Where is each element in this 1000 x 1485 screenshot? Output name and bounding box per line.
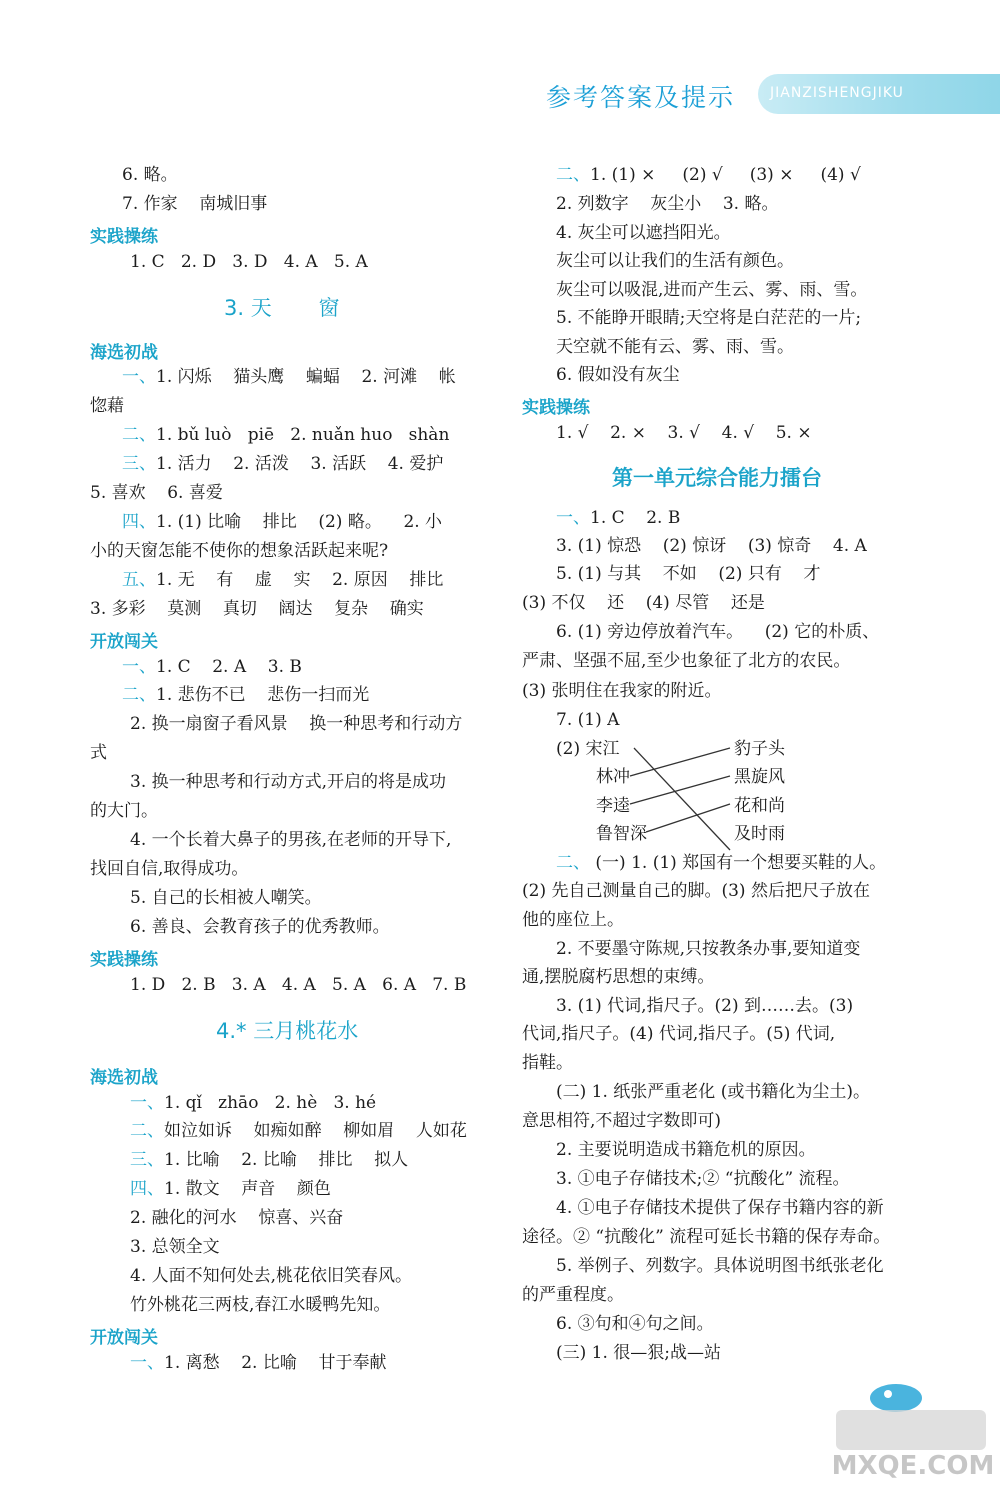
answer-text: 6. ③句和④句之间。 bbox=[556, 1314, 714, 1334]
answer-text: 4. 灰尘可以遮挡阳光。 bbox=[556, 223, 731, 243]
question-marker: 一、 bbox=[130, 1353, 164, 1373]
header-tab bbox=[758, 74, 1000, 114]
answer-text: 2. 换一扇窗子看风景 换一种思考和行动方 bbox=[130, 714, 463, 734]
answer-text: 6. 善良、会教育孩子的优秀教师。 bbox=[130, 917, 390, 937]
answer-line bbox=[90, 598, 424, 620]
answer-text: 黑旋风 bbox=[734, 767, 785, 787]
answer-line bbox=[556, 336, 794, 358]
answer-line bbox=[556, 307, 861, 329]
answer-text: 1. C 2. A 3. B bbox=[156, 657, 302, 677]
answer-line bbox=[130, 1207, 343, 1229]
answer-text: 3. ①电子存储技术;② “抗酸化” 流程。 bbox=[556, 1169, 850, 1189]
answer-text: 灰尘可以吸混,进而产生云、雾、雨、雪。 bbox=[556, 280, 868, 300]
answer-text: 3. (1) 代词,指尺子。(2) 到……去。(3) bbox=[556, 996, 854, 1016]
lesson-title: 3. 天 窗 bbox=[224, 296, 340, 320]
answer-text: (3) 张明住在我家的附近。 bbox=[522, 681, 722, 701]
answer-line bbox=[522, 1110, 721, 1132]
answer-text: 2. 融化的河水 惊喜、兴奋 bbox=[130, 1208, 344, 1228]
answer-text: 7. 作家 南城旧事 bbox=[122, 194, 268, 214]
answer-line bbox=[130, 713, 462, 735]
answer-line bbox=[556, 1081, 870, 1103]
answer-line bbox=[122, 366, 456, 388]
page-header-title: 参考答案及提示 bbox=[546, 83, 736, 112]
answer-text: 通,摆脱腐朽思想的束缚。 bbox=[522, 967, 715, 987]
answer-line bbox=[556, 422, 812, 444]
answer-line bbox=[522, 880, 870, 902]
answer-line bbox=[556, 709, 619, 731]
answer-text: 如泣如诉 如痴如醉 柳如眉 人如花 bbox=[164, 1121, 467, 1141]
answer-text: (3) 不仅 还 (4) 尽管 还是 bbox=[522, 593, 765, 613]
answer-line bbox=[556, 164, 861, 186]
answer-line bbox=[556, 1197, 884, 1219]
question-marker: 一、 bbox=[122, 657, 156, 677]
section-heading: 实践操练 bbox=[90, 227, 158, 247]
answer-text: 天空就不能有云、雾、雨、雪。 bbox=[556, 337, 794, 357]
answer-text: (二) 1. 纸张严重老化 (或书籍化为尘土)。 bbox=[556, 1082, 870, 1102]
answer-text: 3. 换一种思考和行动方式,开启的将是成功 bbox=[130, 772, 447, 792]
answer-text: 及时雨 bbox=[734, 824, 785, 844]
answer-text: 2. 列数字 灰尘小 3. 略。 bbox=[556, 194, 779, 214]
answer-text: 惚藉 bbox=[90, 396, 124, 416]
answer-text: 1. 比喻 2. 比喻 排比 拟人 bbox=[164, 1150, 409, 1170]
question-marker: 一、 bbox=[130, 1093, 164, 1113]
answer-text: 4. 一个长着大鼻子的男孩,在老师的开导下, bbox=[130, 830, 452, 850]
answer-line bbox=[130, 1092, 376, 1114]
answer-line bbox=[556, 250, 794, 272]
answer-text: 指鞋。 bbox=[522, 1053, 573, 1073]
answer-line bbox=[556, 563, 820, 585]
answer-text: 1. C 2. D 3. D 4. A 5. A bbox=[130, 252, 368, 272]
answer-text: 竹外桃花三两枝,春江水暖鸭先知。 bbox=[130, 1295, 391, 1315]
answer-line bbox=[90, 742, 107, 764]
matching-lines bbox=[590, 738, 810, 858]
answer-text: 5. 自己的长相被人嘲笑。 bbox=[130, 888, 322, 908]
answer-text: 意思相符,不超过字数即可) bbox=[522, 1111, 722, 1131]
section-heading: 实践操练 bbox=[90, 950, 158, 970]
answer-line bbox=[556, 364, 680, 386]
answer-text: 2. 不要墨守陈规,只按教条办事,要知道变 bbox=[556, 939, 861, 959]
answer-text: 式 bbox=[90, 743, 107, 763]
answer-line bbox=[556, 535, 867, 557]
section-heading: 海选初战 bbox=[90, 343, 158, 363]
answer-line bbox=[556, 1342, 721, 1364]
answer-text: 林冲 bbox=[596, 767, 630, 787]
answer-text: 5. (1) 与其 不如 (2) 只有 才 bbox=[556, 564, 821, 584]
answer-line bbox=[130, 1352, 386, 1374]
answer-line bbox=[130, 916, 390, 938]
answer-text: (2) 先自己测量自己的脚。(3) 然后把尺子放在 bbox=[522, 881, 870, 901]
question-marker: 二、 bbox=[556, 165, 590, 185]
answer-text: 的大门。 bbox=[90, 801, 158, 821]
answer-line bbox=[130, 1236, 220, 1258]
answer-line bbox=[522, 680, 721, 702]
answer-text: 1. 闪烁 猫头鹰 蝙蝠 2. 河滩 帐 bbox=[156, 367, 456, 387]
answer-text: 5. 举例子、列数字。具体说明图书纸张老化 bbox=[556, 1256, 884, 1276]
answer-line bbox=[122, 569, 443, 591]
answer-text: (一) 1. (1) 郑国有一个想要买鞋的人。 bbox=[590, 853, 887, 873]
answer-text: 他的座位上。 bbox=[522, 910, 624, 930]
answer-text: 6. 假如没有灰尘 bbox=[556, 365, 680, 385]
section-heading: 海选初战 bbox=[90, 1068, 158, 1088]
answer-line bbox=[90, 800, 158, 822]
answer-text: 1. 离愁 2. 比喻 甘于奉献 bbox=[164, 1353, 387, 1373]
watermark-logo bbox=[826, 1374, 1000, 1485]
answer-text: 7. (1) A bbox=[556, 710, 620, 730]
answer-text: 1. bǔ luò piē 2. nuǎn huo shàn bbox=[156, 425, 450, 445]
answer-line bbox=[130, 1294, 390, 1316]
answer-line bbox=[130, 887, 322, 909]
question-marker: 一、 bbox=[556, 508, 590, 528]
question-marker: 五、 bbox=[122, 570, 156, 590]
answer-text: 3. 多彩 莫测 真切 阔达 复杂 确实 bbox=[90, 599, 424, 619]
answer-text: 豹子头 bbox=[734, 739, 785, 759]
answer-text: 1. 散文 声音 颜色 bbox=[164, 1179, 331, 1199]
answer-line bbox=[522, 1023, 835, 1045]
answer-line bbox=[556, 279, 867, 301]
answer-text: (2) 宋江 bbox=[556, 739, 620, 759]
question-marker: 四、 bbox=[130, 1179, 164, 1199]
answer-line bbox=[122, 684, 369, 706]
answer-line bbox=[130, 771, 446, 793]
question-marker: 二、 bbox=[556, 853, 590, 873]
answer-text: 1. qǐ zhāo 2. hè 3. hé bbox=[164, 1093, 377, 1113]
question-marker: 四、 bbox=[122, 512, 156, 532]
answer-line bbox=[522, 1052, 573, 1074]
header-tab-text: JIANZISHENGJIKU bbox=[770, 85, 904, 101]
lesson-title: 4.* 三月桃花水 bbox=[216, 1019, 359, 1043]
answer-text: 1. 悲伤不已 悲伤一扫而光 bbox=[156, 685, 370, 705]
match-line-luzhishen bbox=[646, 804, 730, 832]
answer-line bbox=[556, 938, 860, 960]
answer-line bbox=[122, 193, 267, 215]
answer-line bbox=[130, 251, 368, 273]
answer-line bbox=[556, 193, 778, 215]
answer-line bbox=[556, 995, 853, 1017]
answer-text: 5. 不能睁开眼睛;天空将是白茫茫的一片; bbox=[556, 308, 862, 328]
answer-line bbox=[522, 966, 714, 988]
question-marker: 三、 bbox=[122, 454, 156, 474]
answer-text: 1. (1) × (2) √ (3) × (4) √ bbox=[590, 165, 861, 185]
answer-text: 1. 无 有 虚 实 2. 原因 排比 bbox=[156, 570, 444, 590]
answer-line bbox=[130, 829, 451, 851]
question-marker: 二、 bbox=[122, 425, 156, 445]
answer-line bbox=[122, 656, 302, 678]
section-heading: 开放闯关 bbox=[90, 632, 158, 652]
answer-line bbox=[122, 511, 442, 533]
answer-text: 4. 人面不知何处去,桃花依旧笑春风。 bbox=[130, 1266, 413, 1286]
answer-line bbox=[130, 1149, 408, 1171]
answer-line bbox=[556, 222, 731, 244]
answer-text: 花和尚 bbox=[734, 796, 785, 816]
answer-text: 2. 主要说明造成书籍危机的原因。 bbox=[556, 1140, 816, 1160]
answer-line bbox=[90, 395, 124, 417]
answer-text: 代词,指尺子。(4) 代词,指尺子。(5) 代词, bbox=[522, 1024, 836, 1044]
answer-text: 1. (1) 比喻 排比 (2) 略。 2. 小 bbox=[156, 512, 443, 532]
answer-line bbox=[122, 164, 178, 186]
answer-text: 找回自信,取得成功。 bbox=[90, 859, 249, 879]
answer-line bbox=[556, 1255, 884, 1277]
answer-line bbox=[90, 540, 388, 562]
answer-text: 1. C 2. B bbox=[590, 508, 681, 528]
answer-line bbox=[556, 507, 680, 529]
question-marker: 二、 bbox=[130, 1121, 164, 1141]
answer-line bbox=[130, 974, 466, 996]
answer-text: 4. ①电子存储技术提供了保存书籍内容的新 bbox=[556, 1198, 884, 1218]
match-line-likui bbox=[630, 776, 730, 804]
answer-line bbox=[522, 1284, 624, 1306]
answer-line bbox=[522, 650, 850, 672]
answer-line bbox=[556, 1168, 850, 1190]
answer-text: 灰尘可以让我们的生活有颜色。 bbox=[556, 251, 794, 271]
watermark-text: MXQE.COM bbox=[831, 1451, 995, 1481]
answer-text: 途径。② “抗酸化” 流程可延长书籍的保存寿命。 bbox=[522, 1227, 891, 1247]
answer-line bbox=[122, 453, 443, 475]
question-marker: 三、 bbox=[130, 1150, 164, 1170]
answer-text: 1. D 2. B 3. A 4. A 5. A 6. A 7. B bbox=[130, 975, 467, 995]
answer-line bbox=[90, 482, 223, 504]
answer-line bbox=[522, 592, 765, 614]
answer-line bbox=[556, 621, 879, 643]
answer-text: 鲁智深 bbox=[596, 824, 647, 844]
lesson-title: 第一单元综合能力擂台 bbox=[612, 466, 822, 490]
answer-text: (三) 1. 很—狠;战—站 bbox=[556, 1343, 722, 1363]
answer-text: 李逵 bbox=[596, 796, 630, 816]
answer-line bbox=[130, 1178, 331, 1200]
question-marker: 一、 bbox=[122, 367, 156, 387]
answer-line bbox=[130, 1265, 412, 1287]
answer-text: 的严重程度。 bbox=[522, 1285, 624, 1305]
section-heading: 实践操练 bbox=[522, 398, 590, 418]
answer-line bbox=[130, 1120, 467, 1142]
question-marker: 二、 bbox=[122, 685, 156, 705]
answer-text: 3. 总领全文 bbox=[130, 1237, 220, 1257]
answer-text: 1. 活力 2. 活泼 3. 活跃 4. 爱护 bbox=[156, 454, 444, 474]
section-heading: 开放闯关 bbox=[90, 1328, 158, 1348]
answer-text: 3. (1) 惊恐 (2) 惊讶 (3) 惊奇 4. A bbox=[556, 536, 867, 556]
answer-line bbox=[556, 1139, 816, 1161]
answer-text: 6. (1) 旁边停放着汽车。 (2) 它的朴质、 bbox=[556, 622, 880, 642]
match-line-linchong bbox=[630, 748, 730, 776]
answer-line bbox=[122, 424, 449, 446]
answer-text: 5. 喜欢 6. 喜爱 bbox=[90, 483, 223, 503]
answer-line bbox=[522, 909, 624, 931]
answer-line bbox=[556, 1313, 714, 1335]
answer-text: 小的天窗怎能不使你的想象活跃起来呢? bbox=[90, 541, 389, 561]
answer-line bbox=[90, 858, 248, 880]
answer-text: 严肃、坚强不屈,至少也象征了北方的农民。 bbox=[522, 651, 851, 671]
answer-line bbox=[522, 1226, 890, 1248]
answer-text: 6. 略。 bbox=[122, 165, 178, 185]
answer-text: 1. √ 2. × 3. √ 4. √ 5. × bbox=[556, 423, 812, 443]
